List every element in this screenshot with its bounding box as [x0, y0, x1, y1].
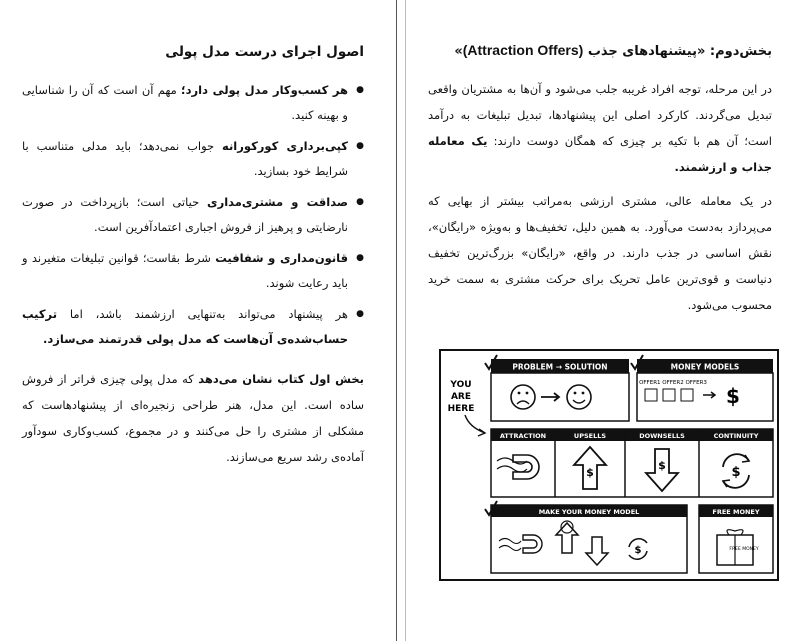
section-title: اصول اجرای درست مدل پولی	[165, 44, 364, 60]
bullet-bold: ترکیب حساب‌شده‌ی آن‌هاست که مدل پولی قدرتمند می‌سازد.	[22, 307, 348, 346]
paragraph-2: در یک معامله عالی، مشتری ارزشی به‌مراتب بیشتر از بهایی که می‌پردازد به‌دست می‌آورد. به همین دلیل، تخفیف‌ها و به‌ویژه «رایگان»، نقش اساسی در جذب دارند. در واقع، «رایگان» بزرگ‌ترین تخفیف دنیاست و قوی‌ترین عامل تحریک برای حرکت مشتری به سمت خرید محسوب می‌شود.	[428, 194, 772, 312]
money-model-figure	[439, 349, 779, 581]
bullet-text: هر پیشنهاد می‌تواند به‌تنهایی ارزشمند باشد، اما	[57, 307, 348, 321]
closing-bold: بخش اول کتاب نشان می‌دهد	[198, 372, 364, 386]
bullet-text: مهم آن است که آن را شناسایی و بهینه کنید.	[22, 83, 348, 122]
magnet-icon	[513, 455, 539, 479]
dollar-icon: $	[726, 384, 740, 408]
list-item	[22, 190, 348, 240]
bullet-bold: کپی‌برداری کورکورانه	[222, 139, 348, 153]
attraction-label: ATTRACTION	[499, 432, 547, 440]
happy-face-icon	[567, 385, 591, 409]
principles-list	[22, 78, 364, 352]
heading-suffix: »	[454, 44, 463, 59]
arrow-icon	[703, 392, 715, 398]
money-models-label: MONEY MODELS	[670, 362, 740, 372]
bullet-bold: هر کسب‌وکار مدل پولی دارد؛	[181, 83, 349, 97]
sad-face-icon	[511, 385, 535, 409]
chapter-heading	[428, 40, 772, 62]
heading-english: (Attraction Offers)	[462, 42, 584, 58]
left-page	[0, 0, 396, 641]
dollar-icon: $	[634, 545, 642, 556]
paragraph-1	[428, 76, 772, 180]
you-are-here-line: YOU	[450, 380, 472, 390]
magnet-icon	[523, 535, 542, 553]
gift-box-icon	[645, 389, 657, 401]
list-item	[22, 134, 348, 184]
arrow-icon	[541, 393, 559, 401]
book-spine	[396, 0, 406, 641]
problem-solution-label: PROBLEM → SOLUTION	[512, 362, 608, 372]
dollar-icon: $	[586, 466, 594, 479]
bullet-text: جواب نمی‌دهد؛ باید مدلی متناسب با شرایط خود بسازید.	[22, 139, 348, 178]
bullet-bold: قانون‌مداری و شفافیت	[215, 251, 349, 265]
upsells-label: UPSELLS	[573, 432, 607, 440]
closing-paragraph	[22, 366, 364, 470]
paragraph-1-bold: یک معامله جذاب و ارزشمند.	[428, 134, 772, 174]
you-are-here-line: ARE	[450, 392, 472, 402]
downsells-label: DOWNSELLS	[639, 432, 685, 440]
down-arrow-icon	[586, 537, 608, 565]
list-item	[22, 246, 348, 296]
continuity-label: CONTINUITY	[713, 432, 759, 440]
free-money-label: FREE MONEY	[712, 508, 760, 516]
list-item	[22, 78, 348, 128]
money-model-diagram	[441, 351, 777, 579]
you-are-here-line: HERE	[447, 404, 475, 414]
paragraph-1-text: در این مرحله، توجه افراد غریبه جلب می‌شود و آن‌ها به مشتریان واقعی تبدیل می‌گردند. کارکرد اصلی این پیشنهادها، تبدیل تبلیغات به درآمد است؛ آن هم با تکیه بر چیزی که همگان دوست دارند:	[428, 82, 772, 148]
gift-box-icon	[681, 389, 693, 401]
dollar-icon: $	[731, 465, 741, 480]
make-model-label: MAKE YOUR MONEY MODEL	[538, 508, 640, 516]
list-item	[22, 302, 348, 352]
heading-prefix: بخش‌دوم: «پیشنهادهای جذب	[587, 44, 772, 59]
closing-text: که مدل پولی چیزی فراتر از فروش ساده است. این مدل، هنر طراحی زنجیره‌ای از پیشنهادهاست که مشکلی از مشتری را حل می‌کنند و در مجموع، کسب‌وکاری سودآور آماده‌ی رشد سریع می‌سازند.	[22, 372, 364, 464]
bullet-bold: صداقت و مشتری‌مداری	[207, 195, 348, 209]
up-arrow-icon	[556, 523, 578, 553]
bullet-text: حیاتی است؛ بازپرداخت در صورت نارضایتی و پرهیز از فروش اجباری اعتمادآفرین است.	[22, 195, 348, 234]
bullet-text: شرط بقاست؛ قوانین تبلیغات متغیرند و باید رعایت شوند.	[22, 251, 348, 290]
offer-labels: OFFER1 OFFER2 OFFER3	[639, 380, 707, 386]
dollar-icon: $	[658, 459, 666, 472]
free-money-box-label: FREE MONEY	[729, 547, 759, 552]
gift-box-icon	[663, 389, 675, 401]
